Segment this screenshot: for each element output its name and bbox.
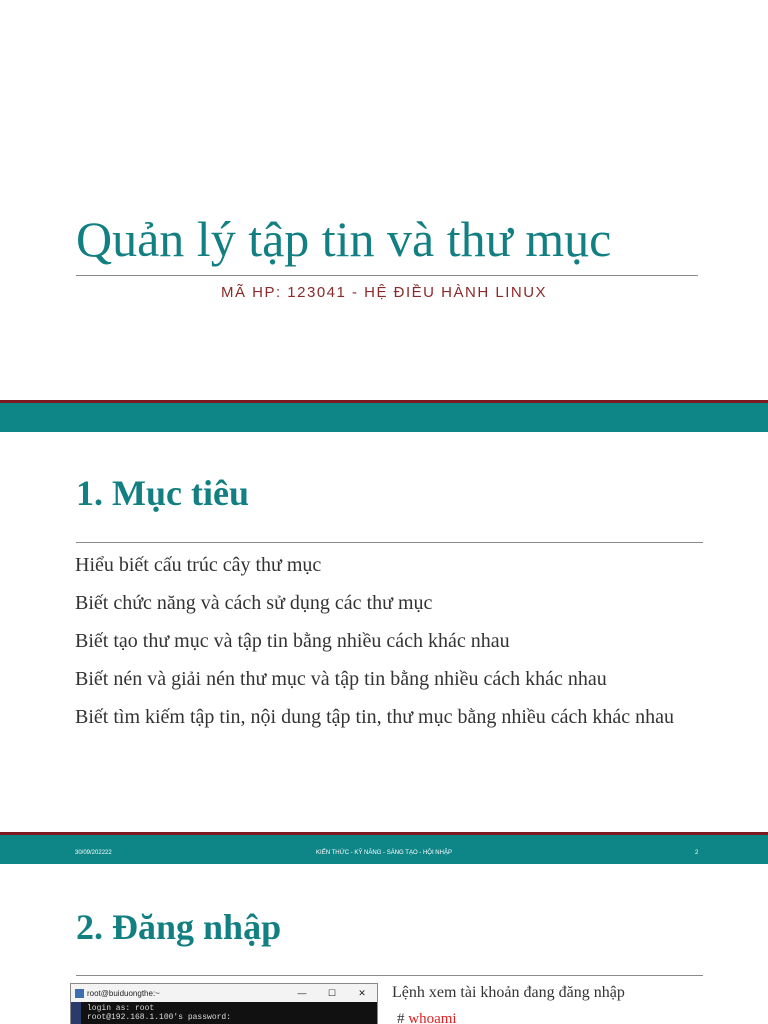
presentation-title: Quản lý tập tin và thư mục: [76, 211, 612, 267]
title-divider: [76, 275, 698, 276]
whoami-command: whoami: [408, 1011, 457, 1024]
close-icon: ✕: [358, 987, 366, 998]
putty-icon: [75, 989, 84, 998]
terminal-line: root@192.168.1.100's password:: [87, 1013, 232, 1022]
slide-objectives: [0, 432, 768, 832]
maximize-icon: ☐: [327, 987, 337, 998]
slide-login: [0, 864, 768, 1024]
list-item: Biết tạo thư mục và tập tin bằng nhiều cách khác nhau: [75, 630, 510, 652]
terminal-gutter: [71, 1002, 81, 1024]
terminal-screenshot: [70, 983, 378, 1024]
footer-date: 30/09/202222: [75, 850, 112, 856]
slide-title: [0, 0, 768, 400]
list-item: Biết nén và giải nén thư mục và tập tin bằng nhiều cách khác nhau: [75, 668, 607, 690]
list-item: Biết tìm kiếm tập tin, nội dung tập tin, thư mục bằng nhiều cách khác nhau: [75, 706, 675, 728]
list-item: Biết chức năng và cách sử dụng các thư mục: [75, 592, 433, 614]
terminal-titlebar: [71, 984, 377, 1002]
objectives-list: [75, 552, 705, 742]
slide-separator-band: [0, 400, 768, 432]
terminal-output: [71, 1002, 377, 1022]
heading-divider: [76, 542, 703, 543]
whoami-description: Lệnh xem tài khoản đang đăng nhập: [392, 984, 625, 1001]
minimize-icon: —: [297, 988, 307, 998]
list-item: Hiểu biết cấu trúc cây thư mục: [75, 554, 322, 576]
command-prefix: #: [397, 1011, 409, 1024]
command-line: [397, 1011, 457, 1024]
objectives-heading: 1. Mục tiêu: [76, 473, 249, 513]
heading-divider: [76, 975, 703, 976]
slide-footer-band: [0, 832, 768, 864]
terminal-line: login as: root: [87, 1004, 155, 1013]
footer-motto: KIẾN THỨC - KỸ NĂNG - SÁNG TẠO - HỘI NHẬP: [316, 850, 452, 856]
login-heading: 2. Đăng nhập: [76, 907, 282, 947]
terminal-title: root@buiduongthe:~: [87, 988, 160, 998]
course-subtitle: MÃ HP: 123041 - HỆ ĐIỀU HÀNH LINUX: [220, 284, 548, 301]
footer-page-number: 2: [695, 850, 699, 856]
